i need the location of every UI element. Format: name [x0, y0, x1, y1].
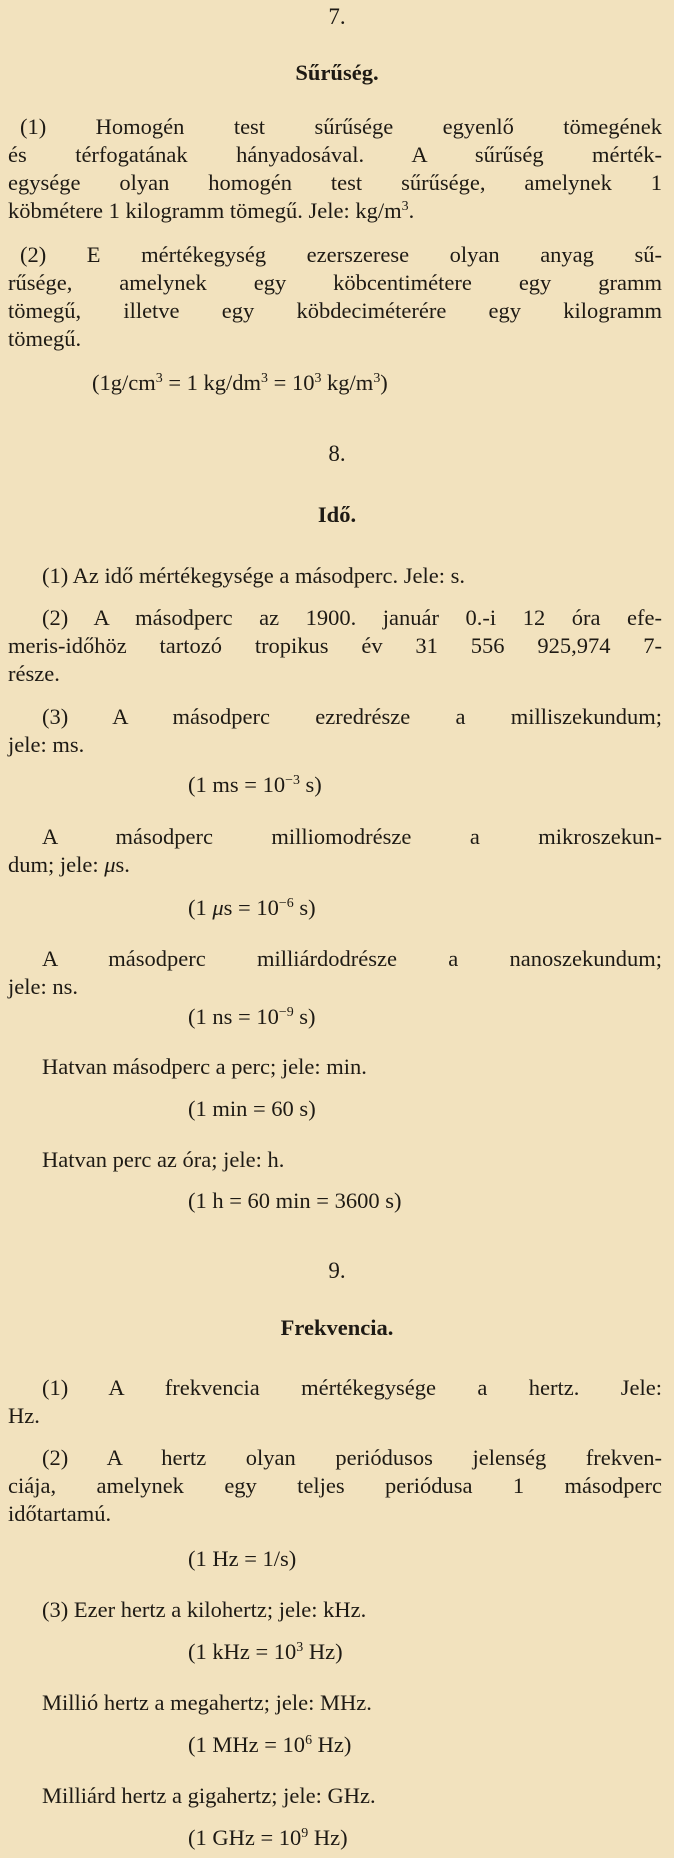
- paragraph-line: meris-időhöz tartozó tropikus év 31 556 925,974 7-: [8, 633, 662, 658]
- formula-mhz: (1 MHz = $10^6$ Hz): [188, 1732, 352, 1757]
- paragraph-line: (2) A hertz olyan periódusos jelenség frekven-: [42, 1445, 662, 1470]
- formula-us: (1 $\mu s = 10^{-6}$ s): [188, 895, 316, 920]
- paragraph-line: tömegű, illetve egy köbdeciméterére egy kilogramm: [8, 298, 662, 323]
- paragraph-line: ciája, amelynek egy teljes periódusa 1 másodperc: [8, 1473, 662, 1498]
- formula-min: (1 min = 60 s): [188, 1096, 316, 1121]
- paragraph-line: rűsége, amelynek egy köbcentimétere egy gramm: [8, 270, 662, 295]
- section-title-density: Sűrűség.: [295, 60, 379, 85]
- formula-ghz: (1 GHz = $10^9$ Hz): [188, 1825, 348, 1850]
- paragraph-line: része.: [8, 661, 60, 686]
- formula-khz: (1 kHz = $10^3$ Hz): [188, 1639, 343, 1664]
- paragraph-line: A másodperc milliomodrésze a mikroszekun-: [42, 824, 662, 849]
- formula-ns: (1 ns = $10^{-9}$ s): [188, 1004, 316, 1029]
- paragraph-line: és térfogatának hányadosával. A sűrűség mérték-: [8, 142, 662, 167]
- paragraph-line: köbmétere 1 kilogramm tömegű. Jele: $kg/m^3$.: [8, 198, 415, 223]
- paragraph-line: Hatvan perc az óra; jele: h.: [42, 1147, 285, 1172]
- paragraph-line: (3) Ezer hertz a kilohertz; jele: kHz.: [42, 1597, 367, 1622]
- section-title-time: Idő.: [317, 502, 357, 527]
- paragraph-line: Millió hertz a megahertz; jele: MHz.: [42, 1690, 372, 1715]
- paragraph-line: Milliárd hertz a gigahertz; jele: GHz.: [42, 1783, 376, 1808]
- paragraph-line: (1) A frekvencia mértékegysége a hertz. Jele:: [42, 1375, 662, 1400]
- paragraph-line: jele: ns.: [8, 974, 78, 999]
- section-number-8: 8.: [328, 441, 346, 466]
- paragraph-line: időtartamú.: [8, 1501, 112, 1526]
- paragraph-line: A másodperc milliárdodrésze a nanoszekundum;: [42, 946, 662, 971]
- paragraph-line: jele: ms.: [8, 732, 85, 757]
- section-number-9: 9.: [328, 1258, 346, 1283]
- paragraph-line: (3) A másodperc ezredrésze a milliszekundum;: [42, 704, 662, 729]
- formula-hz: (1 Hz = 1/s): [188, 1546, 297, 1571]
- paragraph-line: (2) E mértékegység ezerszerese olyan anyag sű-: [20, 242, 662, 267]
- formula-hour: (1 h = 60 min = 3600 s): [188, 1188, 402, 1213]
- paragraph-line: egysége olyan homogén test sűrűsége, amelynek 1: [8, 170, 662, 195]
- section-title-frequency: Frekvencia.: [280, 1315, 394, 1340]
- paragraph-line: (1) Homogén test sűrűsége egyenlő tömegének: [20, 114, 662, 139]
- section-number-7: 7.: [328, 4, 346, 29]
- paragraph-line: (2) A másodperc az 1900. január 0.-i 12 óra efe-: [42, 605, 662, 630]
- paragraph-line: dum; jele: μs.: [8, 852, 130, 877]
- formula-density: ($1g/cm^3 = 1$ $kg/dm^3 = 10^3$ $kg/m^3$): [92, 370, 388, 395]
- paragraph-line: (1) Az idő mértékegysége a másodperc. Jele: s.: [42, 563, 465, 588]
- paragraph-line: tömegű.: [8, 326, 82, 351]
- paragraph-line: Hz.: [8, 1403, 40, 1428]
- formula-ms: (1 ms = $10^{-3}$ s): [188, 772, 322, 797]
- paragraph-line: Hatvan másodperc a perc; jele: min.: [42, 1054, 367, 1079]
